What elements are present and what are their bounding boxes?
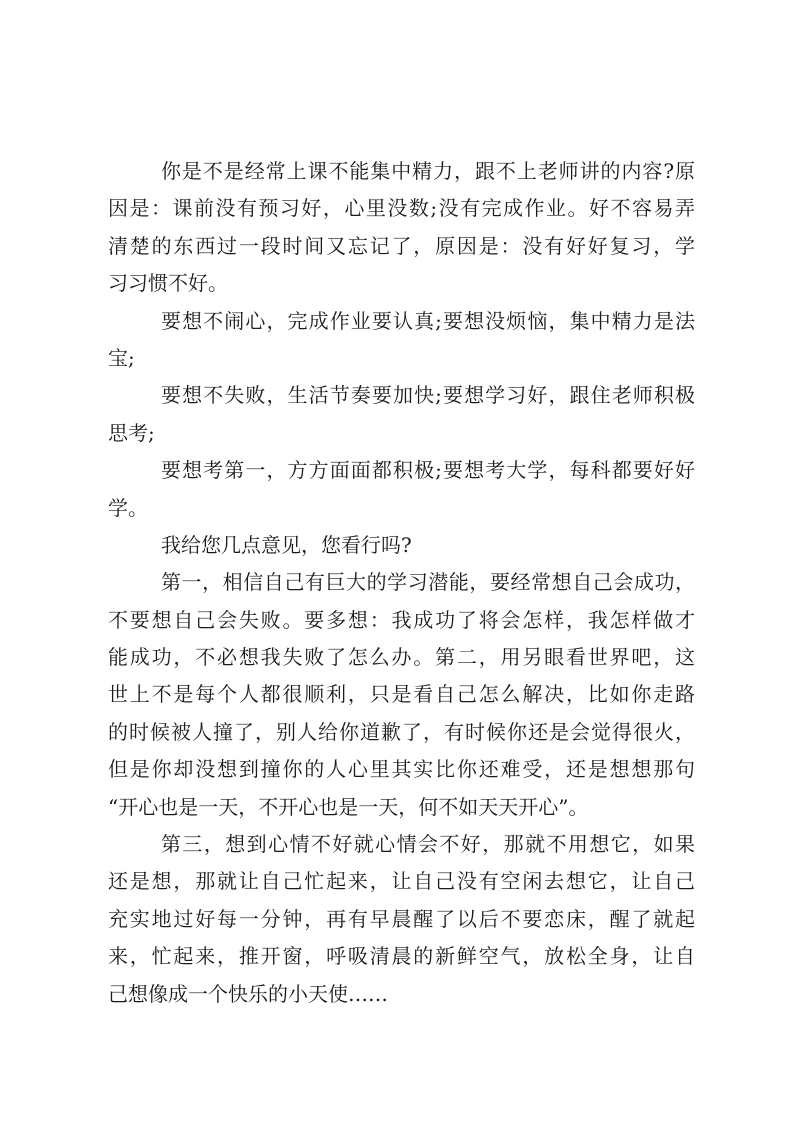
text-line: 但是你却没想到撞你的人心里其实比你还难受，还是想想那句	[108, 757, 695, 782]
text-line: 充实地过好每一分钟，再有早晨醒了以后不要恋床，醒了就起	[108, 906, 695, 931]
text-line: 还是想，那就让自己忙起来，让自己没有空闲去想它，让自己	[108, 869, 695, 894]
text-line: 第三，想到心情不好就心情会不好，那就不用想它，如果	[161, 832, 695, 857]
text-line: 能成功，不必想我失败了怎么办。第二，用另眼看世界吧，这	[108, 645, 695, 670]
text-line: 要想不失败，生活节奏要加快;要想学习好，跟住老师积极	[161, 383, 695, 408]
text-line: 我给您几点意见，您看行吗?	[161, 532, 412, 557]
text-line: 不要想自己会失败。要多想：我成功了将会怎样，我怎样做才	[108, 607, 695, 632]
paragraph	[108, 527, 695, 564]
text-line: 世上不是每个人都很顺利，只是看自己怎么解决，比如你走路	[108, 682, 695, 707]
paragraph	[108, 153, 695, 303]
paragraph	[108, 303, 695, 378]
text-line: 第一，相信自己有巨大的学习潜能，要经常想自己会成功，	[161, 570, 695, 595]
paragraph	[108, 564, 695, 826]
text-line: 宝;	[108, 345, 135, 370]
text-line: “开心也是一天，不开心也是一天，何不如天天开心”。	[108, 794, 589, 819]
text-line: 你是不是经常上课不能集中精力，跟不上老师讲的内容?原	[161, 159, 695, 183]
text-line: 要想考第一，方方面面都积极;要想考大学，每科都要好好	[161, 458, 695, 483]
text-line: 要想不闹心，完成作业要认真;要想没烦恼，集中精力是法	[161, 308, 695, 333]
paragraph	[108, 452, 695, 527]
text-line: 因是：课前没有预习好，心里没数;没有完成作业。好不容易弄	[108, 196, 695, 221]
paragraph	[108, 377, 695, 452]
paragraph	[108, 826, 695, 1013]
text-line: 清楚的东西过一段时间又忘记了，原因是：没有好好复习，学	[108, 233, 695, 258]
text-line: 思考;	[108, 420, 155, 445]
document-body	[108, 153, 695, 1013]
text-line: 的时候被人撞了，别人给你道歉了，有时候你还是会觉得很火，	[108, 719, 695, 744]
text-line: 己想像成一个快乐的小天使……	[108, 981, 388, 1006]
text-line: 学。	[108, 495, 148, 520]
text-line: 习习惯不好。	[108, 271, 228, 296]
text-line: 来，忙起来，推开窗，呼吸清晨的新鲜空气，放松全身，让自	[108, 944, 695, 969]
